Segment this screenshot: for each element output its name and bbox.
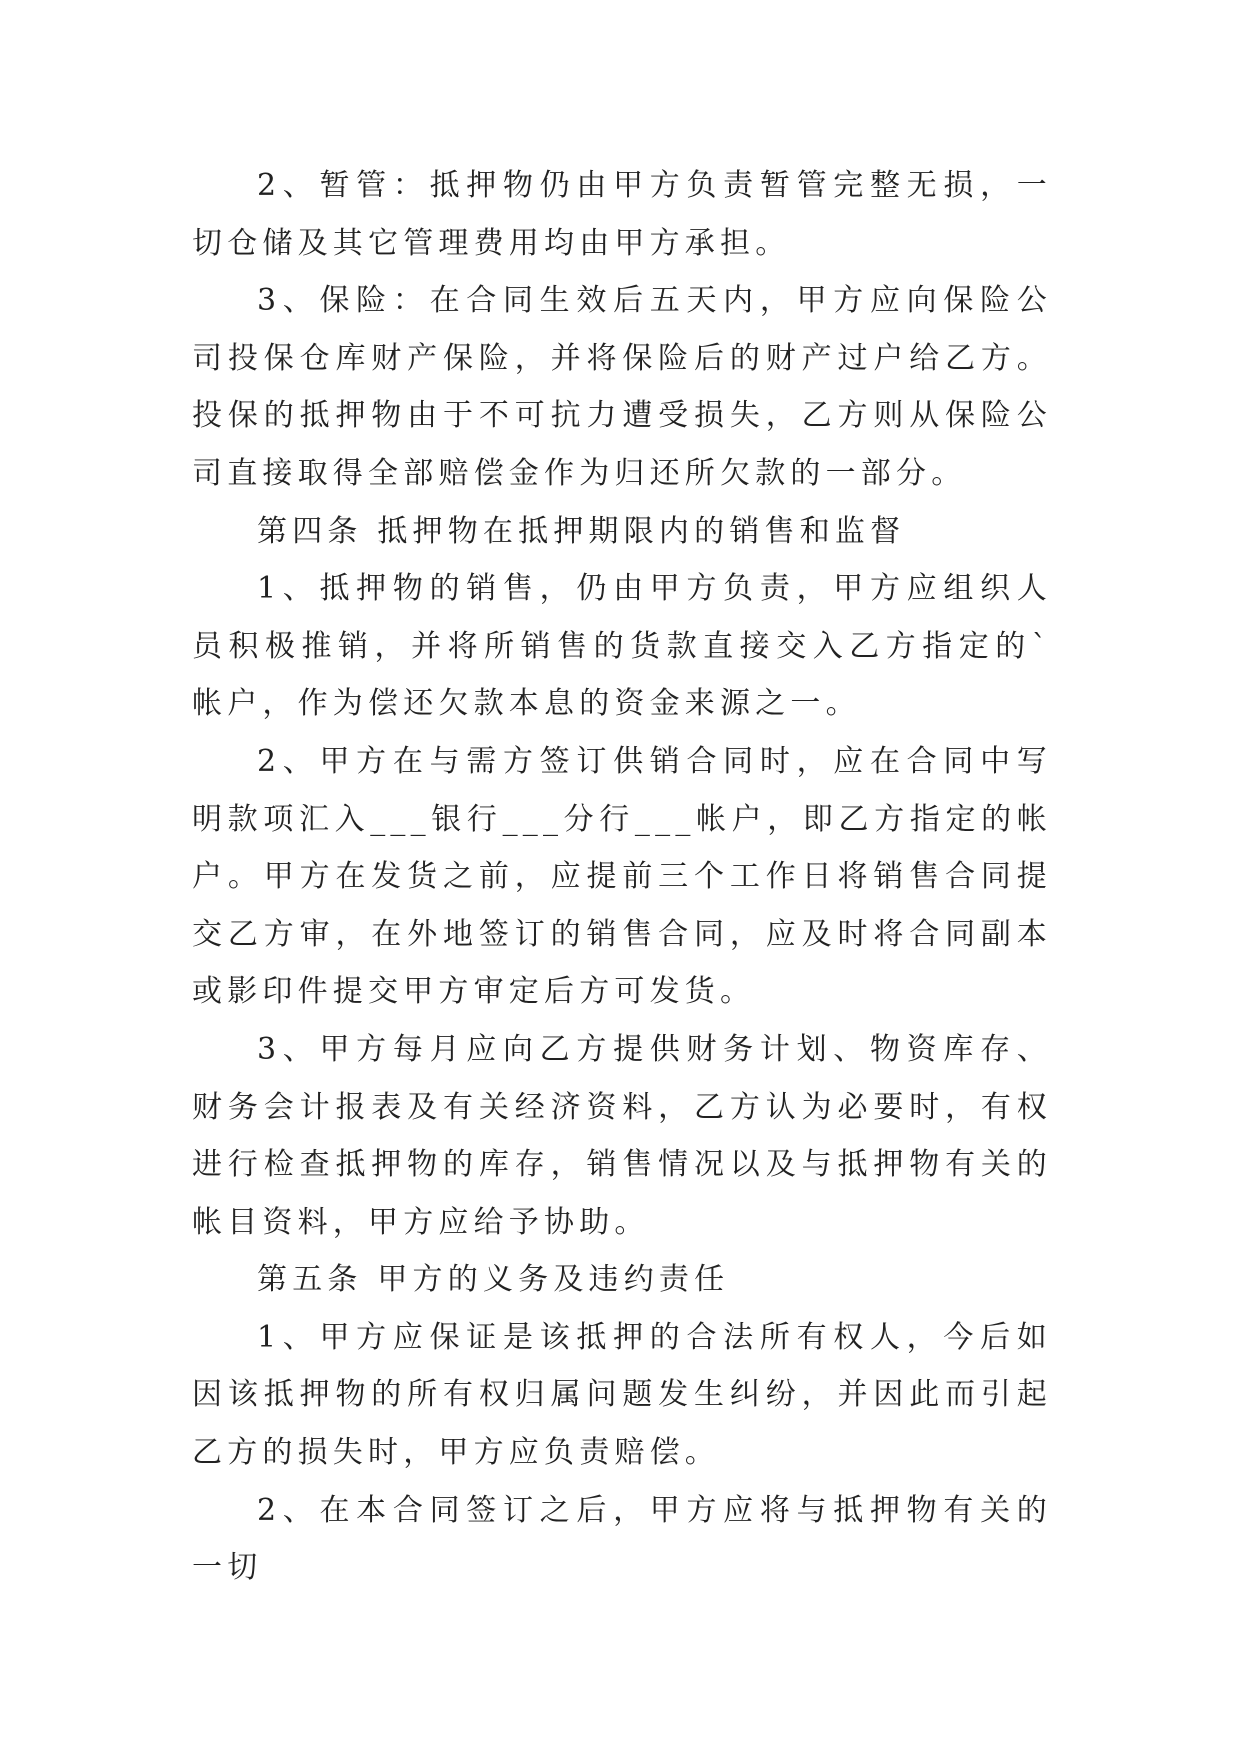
paragraph-ownership: 1、甲方应保证是该抵押的合法所有权人，今后如因该抵押物的所有权归属问题发生纠纷，并因此而引起乙方的损失时，甲方应负责赔偿。	[192, 1319, 1052, 1471]
paragraph-insurance: 3、保险：在合同生效后五天内，甲方应向保险公司投保仓库财产保险，并将保险后的财产过户给乙方。投保的抵押物由于不可抗力遭受损失，乙方则从保险公司直接取得全部赔偿金作为归还所欠款的一部分。	[192, 283, 1052, 491]
paragraph-after-signing: 2、在本合同签订之后，甲方应将与抵押物有关的一切	[192, 1492, 1052, 1586]
paragraph-custody: 2、暂管：抵押物仍由甲方负责暂管完整无损，一切仓储及其它管理费用均由甲方承担。	[192, 168, 1052, 261]
paragraph-supply-contract: 2、甲方在与需方签订供销合同时，应在合同中写明款项汇入___银行___分行___帐户，即乙方指定的帐户。甲方在发货之前，应提前三个工作日将销售合同提交乙方审，在外地签订的销售合同，应及时将合同副本或影印件提交甲方审定后方可发货。	[192, 743, 1052, 1010]
paragraph-sales: 1、抵押物的销售，仍由甲方负责，甲方应组织人员积极推销，并将所销售的货款直接交入乙方指定的`帐户，作为偿还欠款本息的资金来源之一。	[192, 571, 1052, 722]
article-5-heading: 第五条 甲方的义务及违约责任	[257, 1262, 730, 1298]
document-body	[192, 157, 1052, 1597]
paragraph-monthly-report: 3、甲方每月应向乙方提供财务计划、物资库存、财务会计报表及有关经济资料，乙方认为必要时，有权进行检查抵押物的库存，销售情况以及与抵押物有关的帐目资料，甲方应给予协助。	[192, 1031, 1052, 1240]
article-4-heading: 第四条 抵押物在抵押期限内的销售和监督	[257, 513, 906, 549]
